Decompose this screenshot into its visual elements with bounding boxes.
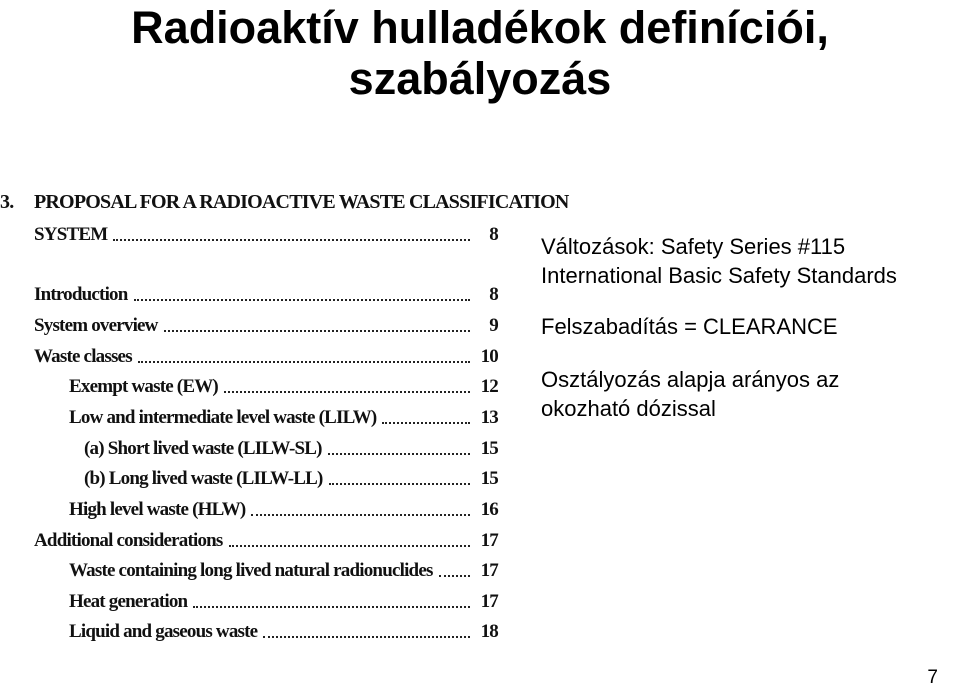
toc-entry-page: 16 xyxy=(480,499,498,520)
toc-leader-dots xyxy=(134,298,470,301)
toc-heading xyxy=(0,190,569,214)
toc-entry-label: SYSTEM xyxy=(34,224,108,245)
toc-entry-label: Additional considerations xyxy=(34,530,223,551)
toc-leader-dots xyxy=(263,635,470,638)
toc-entry-label: System overview xyxy=(34,315,158,336)
toc-entry-exempt-waste xyxy=(0,372,498,398)
toc-entry-label: Exempt waste (EW) xyxy=(69,376,218,397)
toc-entry-additional-considerations xyxy=(0,526,498,552)
toc-leader-dots xyxy=(439,574,470,577)
toc-heading-text: PROPOSAL FOR A RADIOACTIVE WASTE CLASSIFICATION xyxy=(34,191,569,213)
toc-entry-label: Low and intermediate level waste (LILW) xyxy=(69,407,377,428)
toc-entry-liquid-gaseous-waste xyxy=(0,617,498,643)
slide-notes xyxy=(541,232,897,423)
slide-title-line-1: Radioaktív hulladékok definíciói, xyxy=(131,2,829,53)
toc-entry-system xyxy=(0,220,498,246)
toc-heading-number: 3. xyxy=(0,191,14,213)
toc-leader-dots xyxy=(251,513,470,516)
toc-entry-lilw-ll xyxy=(0,464,498,490)
toc-entry-label: Waste classes xyxy=(34,346,132,367)
toc-entry-page: 12 xyxy=(480,376,498,397)
toc-entry-page: 18 xyxy=(480,621,498,642)
toc-leader-dots xyxy=(224,390,470,393)
toc-entry-label: High level waste (HLW) xyxy=(69,499,246,520)
toc-entry-natural-radionuclides xyxy=(0,556,498,582)
slide-title xyxy=(0,0,960,104)
toc-entry-lilw xyxy=(0,403,498,429)
toc-entry-page: 13 xyxy=(480,407,498,428)
toc-entry-page: 10 xyxy=(480,346,498,367)
toc-entry-label: Heat generation xyxy=(69,591,188,612)
note-clearance: Felszabadítás = CLEARANCE xyxy=(541,314,838,339)
note-classification-line-2: okozható dózissal xyxy=(541,396,716,421)
toc-entry-label: Liquid and gaseous waste xyxy=(69,621,258,642)
toc-entry-page: 17 xyxy=(480,560,498,581)
toc-leader-dots xyxy=(113,238,470,241)
toc-leader-dots xyxy=(138,360,470,363)
toc-entry-page: 15 xyxy=(480,438,498,459)
toc-leader-dots xyxy=(164,329,470,332)
spacer xyxy=(541,341,897,365)
toc-leader-dots xyxy=(382,421,470,424)
toc-leader-dots xyxy=(328,452,470,455)
toc-entry-page: 8 xyxy=(489,284,498,305)
toc-entry-page: 17 xyxy=(480,530,498,551)
toc-entry-heat-generation xyxy=(0,587,498,613)
toc-entry-label: (a) Short lived waste (LILW-SL) xyxy=(84,438,322,459)
toc-entry-page: 15 xyxy=(480,468,498,489)
toc-entry-page: 17 xyxy=(480,591,498,612)
toc-entry-label: (b) Long lived waste (LILW-LL) xyxy=(84,468,323,489)
spacer xyxy=(541,290,897,312)
note-classification-line-1: Osztályozás alapja arányos az xyxy=(541,367,840,392)
toc-entry-page: 9 xyxy=(489,315,498,336)
toc-scan xyxy=(0,186,569,651)
toc-entry-label: Waste containing long lived natural radionuclides xyxy=(69,560,433,581)
toc-entry-lilw-sl xyxy=(0,434,498,460)
toc-entry-page: 8 xyxy=(489,224,498,245)
toc-entry-introduction xyxy=(0,280,498,306)
toc-entry-system-overview xyxy=(0,311,498,337)
toc-entry-hlw xyxy=(0,495,498,521)
toc-leader-dots xyxy=(329,482,470,485)
slide-title-line-2: szabályozás xyxy=(348,53,612,104)
note-bss: International Basic Safety Standards xyxy=(541,263,897,288)
toc-entry-waste-classes xyxy=(0,342,498,368)
toc-entry-label: Introduction xyxy=(34,284,128,305)
toc-leader-dots xyxy=(229,544,470,547)
note-changes: Változások: Safety Series #115 xyxy=(541,234,846,259)
slide-number: 7 xyxy=(927,667,938,688)
toc-leader-dots xyxy=(193,605,470,608)
